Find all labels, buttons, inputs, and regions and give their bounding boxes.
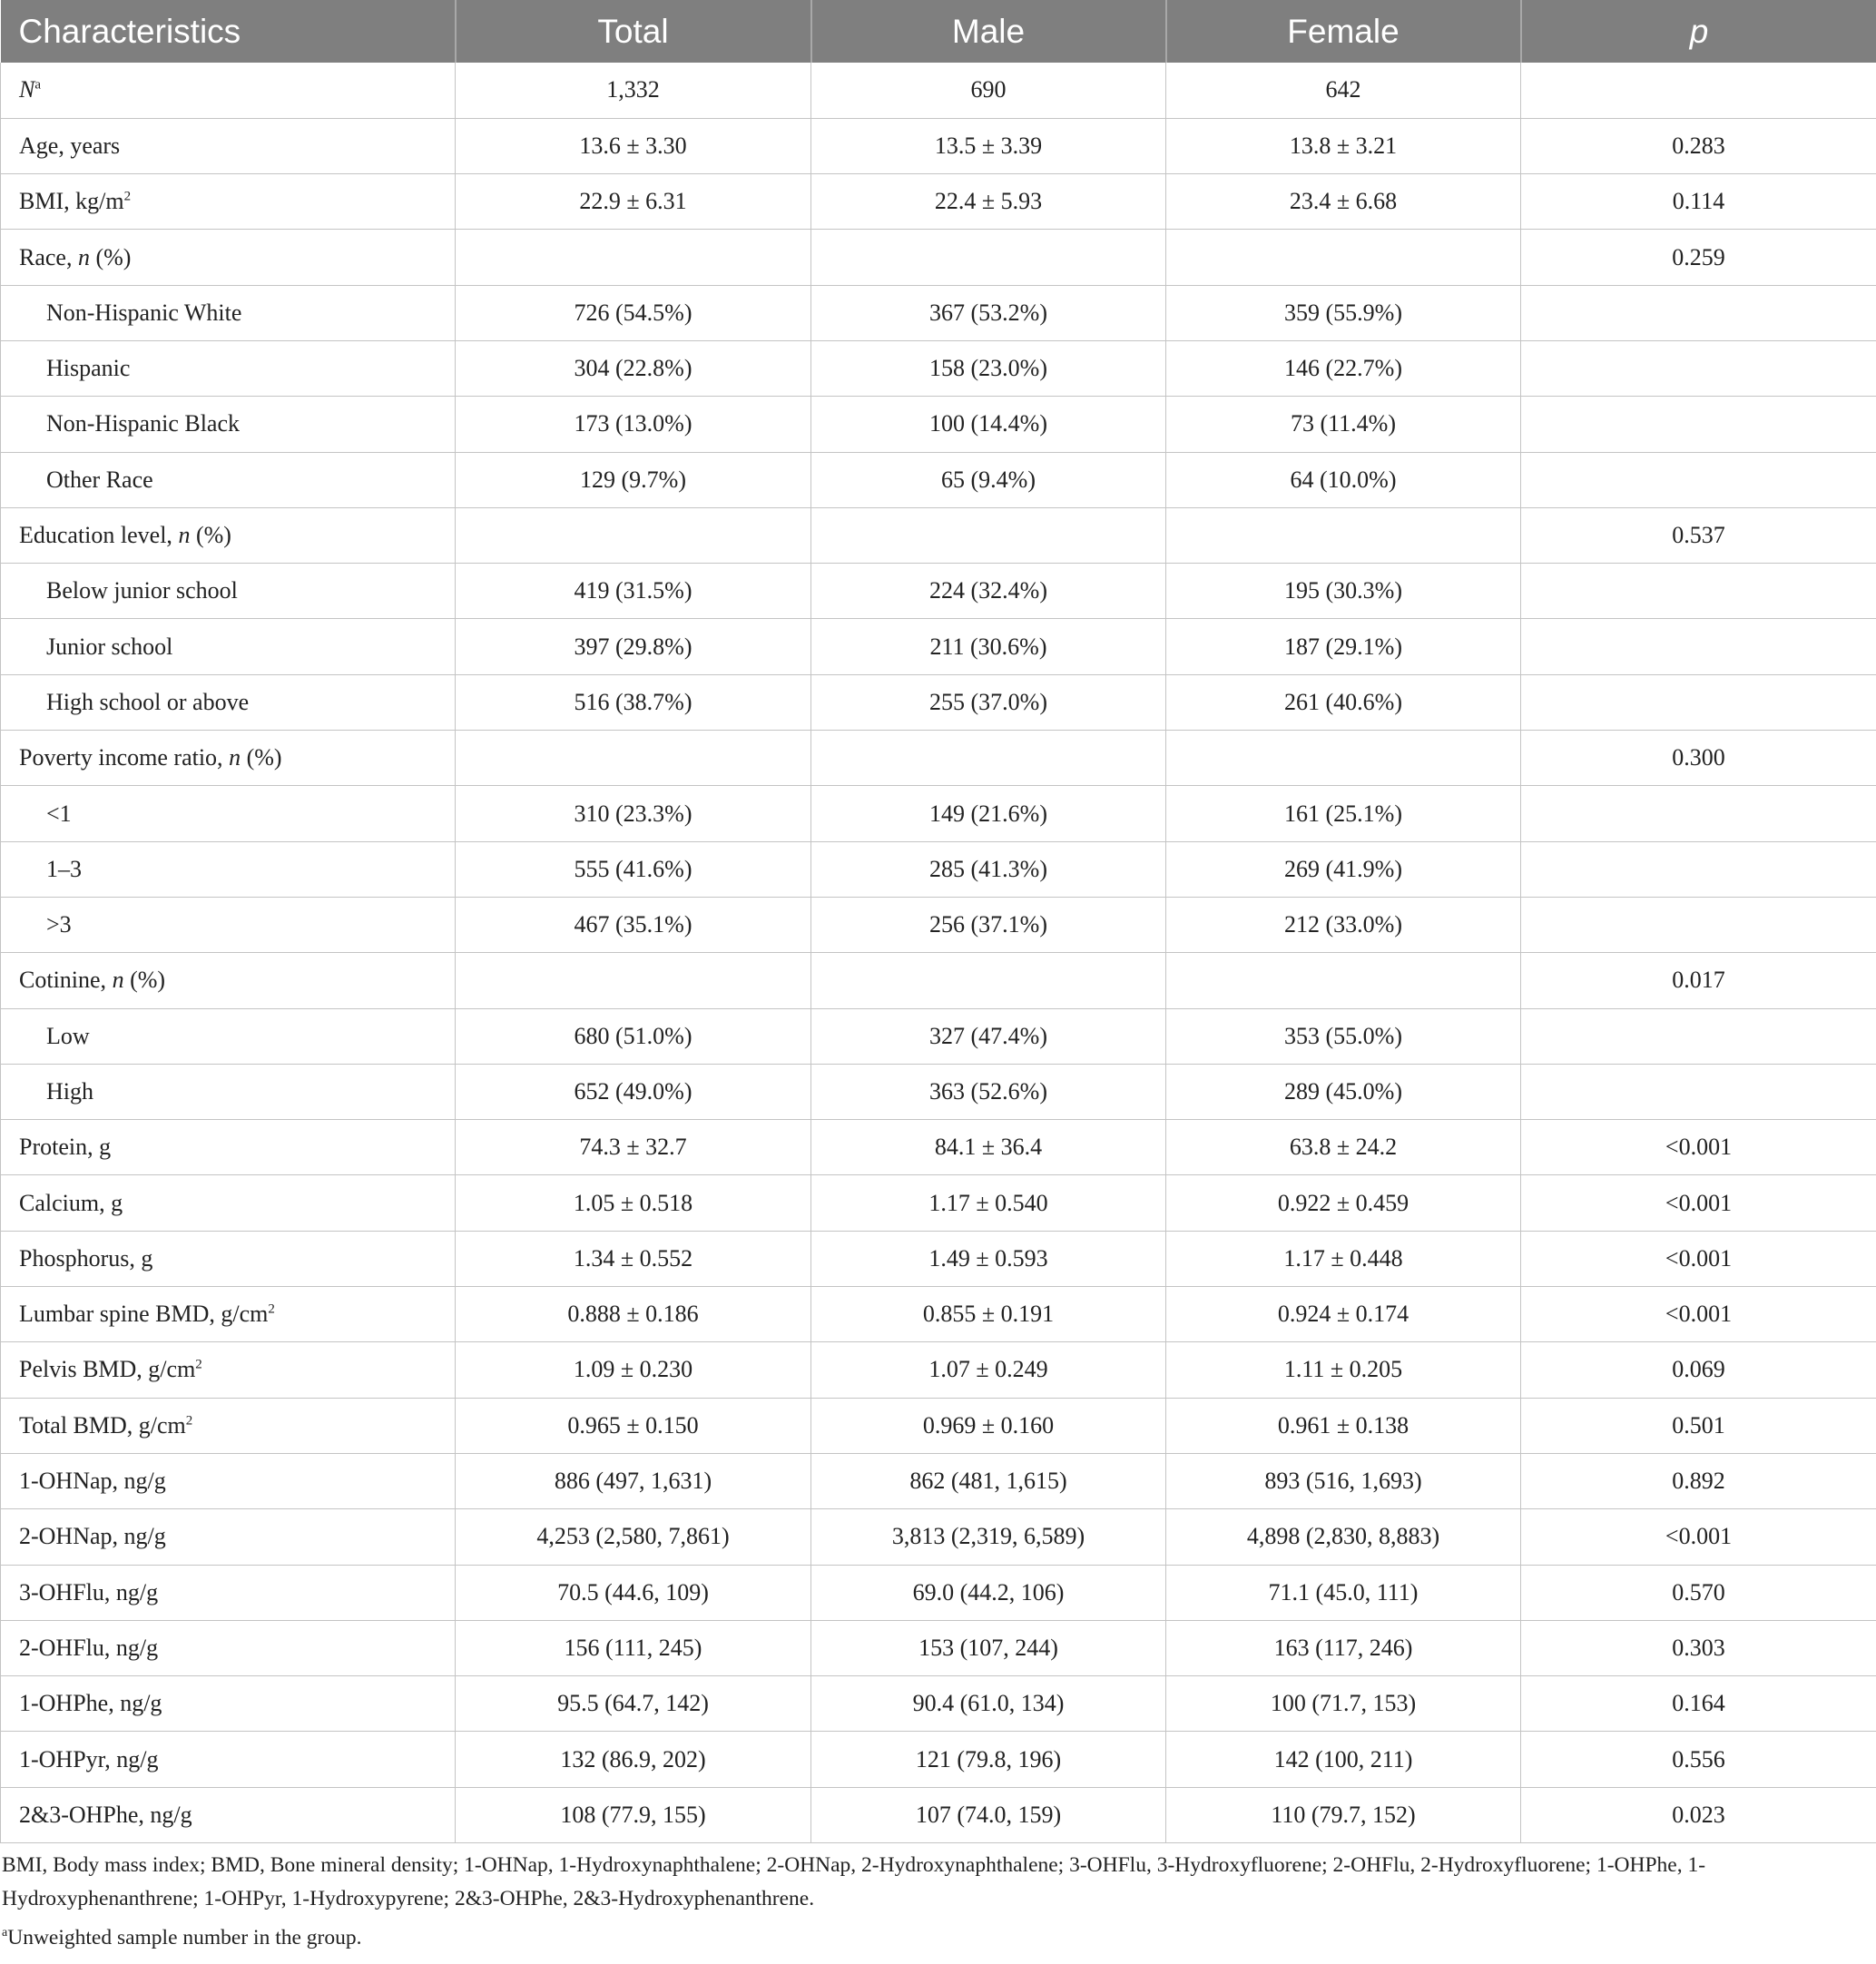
cell-female: 4,898 (2,830, 8,883) — [1166, 1509, 1521, 1565]
cell-p-value — [1521, 63, 1876, 118]
cell-total — [456, 731, 811, 786]
cell-female: 146 (22.7%) — [1166, 340, 1521, 396]
table-row — [1, 564, 1876, 619]
cell-male: 862 (481, 1,615) — [811, 1453, 1166, 1508]
cell-male: 224 (32.4%) — [811, 564, 1166, 619]
header-p-value: p — [1689, 12, 1709, 50]
row-label — [1, 1565, 456, 1620]
row-label — [1, 1620, 456, 1675]
cell-female: 0.922 ± 0.459 — [1166, 1175, 1521, 1231]
row-label-text: Junior school — [46, 633, 173, 660]
footnote-abbreviations: BMI, Body mass index; BMD, Bone mineral density; 1-OHNap, 1-Hydroxynaphthalene; 2-OHNap, 2-Hydroxynaphthalene; 3-OHFlu, 3-Hydroxyfluorene; 2-OHFlu, 2-Hydroxyfluorene; 1-OHPhe, 1-Hydroxyphenanthrene; 1-OHPyr, 1-Hydroxypyrene; 2&3-OHPhe, 2&3-Hydroxyphenanthrene. — [2, 1853, 1706, 1910]
row-label — [1, 564, 456, 619]
cell-male: 153 (107, 244) — [811, 1620, 1166, 1675]
cell-p-value — [1521, 674, 1876, 730]
cell-female: 212 (33.0%) — [1166, 897, 1521, 952]
cell-female: 1.11 ± 0.205 — [1166, 1342, 1521, 1398]
cell-p-value — [1521, 285, 1876, 340]
row-label-text: <1 — [46, 800, 72, 827]
row-label-text: Age, years — [19, 132, 121, 159]
row-label — [1, 897, 456, 952]
cell-p-value: 0.114 — [1521, 174, 1876, 230]
cell-male: 367 (53.2%) — [811, 285, 1166, 340]
cell-total: 310 (23.3%) — [456, 786, 811, 841]
cell-female: 110 (79.7, 152) — [1166, 1787, 1521, 1842]
cell-male — [811, 731, 1166, 786]
cell-male: 149 (21.6%) — [811, 786, 1166, 841]
cell-male: 0.969 ± 0.160 — [811, 1398, 1166, 1453]
cell-total: 156 (111, 245) — [456, 1620, 811, 1675]
table-row — [1, 174, 1876, 230]
cell-male — [811, 230, 1166, 285]
cell-p-value: <0.001 — [1521, 1287, 1876, 1342]
row-label-text: Non-Hispanic Black — [46, 410, 241, 437]
row-label-text: Protein, g — [19, 1134, 112, 1161]
cell-total: 419 (31.5%) — [456, 564, 811, 619]
cell-total: 132 (86.9, 202) — [456, 1732, 811, 1787]
table-row — [1, 285, 1876, 340]
header-female: Female — [1166, 0, 1521, 63]
row-label — [1, 230, 456, 285]
cell-male: 255 (37.0%) — [811, 674, 1166, 730]
cell-female — [1166, 953, 1521, 1008]
cell-male: 158 (23.0%) — [811, 340, 1166, 396]
row-label-text: Calcium, g — [19, 1189, 123, 1216]
table-row — [1, 230, 1876, 285]
cell-p-value — [1521, 564, 1876, 619]
cell-male: 327 (47.4%) — [811, 1008, 1166, 1064]
cell-p-value: 0.537 — [1521, 507, 1876, 563]
cell-male: 1.07 ± 0.249 — [811, 1342, 1166, 1398]
table-row — [1, 953, 1876, 1008]
cell-p-value: <0.001 — [1521, 1231, 1876, 1286]
row-label — [1, 841, 456, 897]
cell-male: 690 — [811, 63, 1166, 118]
row-label — [1, 1453, 456, 1508]
cell-total: 467 (35.1%) — [456, 897, 811, 952]
row-label-text: 2&3-OHPhe, ng/g — [19, 1801, 192, 1828]
cell-female: 187 (29.1%) — [1166, 619, 1521, 674]
table-row — [1, 1732, 1876, 1787]
table-row — [1, 674, 1876, 730]
cell-female — [1166, 507, 1521, 563]
cell-p-value — [1521, 786, 1876, 841]
table-row — [1, 1398, 1876, 1453]
cell-p-value — [1521, 897, 1876, 952]
cell-p-value: 0.501 — [1521, 1398, 1876, 1453]
cell-p-value — [1521, 619, 1876, 674]
row-label-text: Other Race — [46, 466, 153, 493]
cell-p-value — [1521, 1008, 1876, 1064]
cell-total: 680 (51.0%) — [456, 1008, 811, 1064]
cell-total: 397 (29.8%) — [456, 619, 811, 674]
cell-female: 289 (45.0%) — [1166, 1064, 1521, 1119]
row-label — [1, 1509, 456, 1565]
table-row — [1, 63, 1876, 118]
cell-total: 70.5 (44.6, 109) — [456, 1565, 811, 1620]
cell-total: 555 (41.6%) — [456, 841, 811, 897]
row-label-text: 2-OHFlu, ng/g — [19, 1634, 159, 1661]
table-row — [1, 1008, 1876, 1064]
row-label — [1, 1676, 456, 1732]
cell-p-value: 0.164 — [1521, 1676, 1876, 1732]
table-row — [1, 841, 1876, 897]
footnote-a-text: Unweighted sample number in the group. — [7, 1925, 362, 1949]
row-label — [1, 118, 456, 173]
row-label — [1, 340, 456, 396]
row-label — [1, 1120, 456, 1175]
row-label-text: Education level, — [19, 522, 179, 549]
cell-male: 363 (52.6%) — [811, 1064, 1166, 1119]
cell-male: 121 (79.8, 196) — [811, 1732, 1166, 1787]
row-label — [1, 1342, 456, 1398]
cell-male: 13.5 ± 3.39 — [811, 118, 1166, 173]
row-label-text: 2-OHNap, ng/g — [19, 1523, 166, 1550]
cell-total: 652 (49.0%) — [456, 1064, 811, 1119]
row-label-superscript: 2 — [268, 1301, 275, 1317]
footnote-a-mark: a — [2, 1926, 8, 1939]
table-row — [1, 1175, 1876, 1231]
cell-male: 22.4 ± 5.93 — [811, 174, 1166, 230]
header-characteristics: Characteristics — [1, 0, 456, 63]
row-label-text: Low — [46, 1022, 90, 1049]
header-total: Total — [456, 0, 811, 63]
table-row — [1, 1120, 1876, 1175]
table-row — [1, 1287, 1876, 1342]
row-label-text: 1-OHPyr, ng/g — [19, 1745, 159, 1773]
row-label-text: 1-OHPhe, ng/g — [19, 1690, 162, 1717]
row-label — [1, 619, 456, 674]
table-row — [1, 731, 1876, 786]
cell-male: 84.1 ± 36.4 — [811, 1120, 1166, 1175]
cell-female: 353 (55.0%) — [1166, 1008, 1521, 1064]
cell-male: 100 (14.4%) — [811, 397, 1166, 452]
row-label — [1, 1398, 456, 1453]
table-row — [1, 1064, 1876, 1119]
cell-male — [811, 507, 1166, 563]
row-label-text: Hispanic — [46, 355, 131, 382]
cell-female: 0.961 ± 0.138 — [1166, 1398, 1521, 1453]
table-row — [1, 1509, 1876, 1565]
row-label-text: >3 — [46, 911, 72, 938]
table-footnotes — [0, 1843, 1876, 1955]
table-row — [1, 1565, 1876, 1620]
row-label-suffix: (%) — [241, 744, 282, 771]
row-label-text: Cotinine, — [19, 967, 113, 994]
cell-male: 211 (30.6%) — [811, 619, 1166, 674]
cell-total: 108 (77.9, 155) — [456, 1787, 811, 1842]
table-row — [1, 1620, 1876, 1675]
table-row — [1, 786, 1876, 841]
cell-female: 1.17 ± 0.448 — [1166, 1231, 1521, 1286]
row-label-superscript: 2 — [195, 1357, 202, 1372]
row-label — [1, 174, 456, 230]
cell-total: 1.34 ± 0.552 — [456, 1231, 811, 1286]
table-row — [1, 1676, 1876, 1732]
row-label-suffix: (%) — [190, 522, 231, 549]
cell-total: 1.09 ± 0.230 — [456, 1342, 811, 1398]
header-male: Male — [811, 0, 1166, 63]
cell-p-value: 0.283 — [1521, 118, 1876, 173]
row-label — [1, 1732, 456, 1787]
cell-female: 161 (25.1%) — [1166, 786, 1521, 841]
row-label-text: Total BMD, g/cm — [19, 1411, 186, 1439]
row-label — [1, 674, 456, 730]
row-label — [1, 63, 456, 118]
row-label — [1, 786, 456, 841]
row-label-text: High school or above — [46, 688, 250, 715]
table-row — [1, 397, 1876, 452]
cell-p-value — [1521, 1064, 1876, 1119]
row-label — [1, 731, 456, 786]
cell-total: 0.888 ± 0.186 — [456, 1287, 811, 1342]
cell-p-value: <0.001 — [1521, 1509, 1876, 1565]
cell-female — [1166, 230, 1521, 285]
table-body — [1, 63, 1876, 1843]
cell-total — [456, 953, 811, 1008]
row-label — [1, 452, 456, 507]
row-label-italic: n — [178, 522, 191, 549]
cell-p-value — [1521, 397, 1876, 452]
row-label-text: Pelvis BMD, g/cm — [19, 1356, 196, 1383]
cell-p-value: 0.570 — [1521, 1565, 1876, 1620]
cell-p-value: 0.017 — [1521, 953, 1876, 1008]
cell-total: 173 (13.0%) — [456, 397, 811, 452]
cell-female: 23.4 ± 6.68 — [1166, 174, 1521, 230]
cell-female: 359 (55.9%) — [1166, 285, 1521, 340]
row-label-text: High — [46, 1077, 93, 1105]
footnote-a — [2, 1916, 1874, 1955]
cell-total: 0.965 ± 0.150 — [456, 1398, 811, 1453]
row-label — [1, 285, 456, 340]
row-label-text: 3-OHFlu, ng/g — [19, 1578, 159, 1606]
cell-total: 129 (9.7%) — [456, 452, 811, 507]
row-label — [1, 1064, 456, 1119]
table-row — [1, 118, 1876, 173]
row-label-superscript: 2 — [185, 1413, 193, 1429]
cell-p-value: 0.892 — [1521, 1453, 1876, 1508]
cell-male: 90.4 (61.0, 134) — [811, 1676, 1166, 1732]
row-label — [1, 1231, 456, 1286]
cell-p-value — [1521, 452, 1876, 507]
cell-male: 0.855 ± 0.191 — [811, 1287, 1166, 1342]
cell-female: 269 (41.9%) — [1166, 841, 1521, 897]
row-label — [1, 507, 456, 563]
cell-male: 69.0 (44.2, 106) — [811, 1565, 1166, 1620]
cell-total — [456, 507, 811, 563]
cell-p-value: 0.303 — [1521, 1620, 1876, 1675]
row-label-text: N — [19, 76, 35, 103]
cell-female: 100 (71.7, 153) — [1166, 1676, 1521, 1732]
row-label-text: BMI, kg/m — [19, 188, 124, 215]
cell-female: 71.1 (45.0, 111) — [1166, 1565, 1521, 1620]
row-label-superscript: 2 — [123, 189, 132, 204]
cell-p-value: <0.001 — [1521, 1120, 1876, 1175]
cell-total: 95.5 (64.7, 142) — [456, 1676, 811, 1732]
row-label — [1, 953, 456, 1008]
table-row — [1, 1453, 1876, 1508]
cell-p-value: 0.259 — [1521, 230, 1876, 285]
table-row — [1, 1787, 1876, 1842]
row-label-suffix: (%) — [89, 243, 132, 270]
cell-male: 256 (37.1%) — [811, 897, 1166, 952]
row-label-text: Non-Hispanic White — [46, 299, 242, 326]
row-label — [1, 397, 456, 452]
cell-p-value: <0.001 — [1521, 1175, 1876, 1231]
cell-total: 886 (497, 1,631) — [456, 1453, 811, 1508]
cell-female: 64 (10.0%) — [1166, 452, 1521, 507]
row-label-text: Phosphorus, g — [19, 1244, 153, 1272]
cell-total: 304 (22.8%) — [456, 340, 811, 396]
table-row — [1, 340, 1876, 396]
table-header-row — [1, 0, 1876, 63]
row-label-suffix: (%) — [123, 967, 166, 994]
cell-male: 107 (74.0, 159) — [811, 1787, 1166, 1842]
cell-female: 63.8 ± 24.2 — [1166, 1120, 1521, 1175]
cell-total: 74.3 ± 32.7 — [456, 1120, 811, 1175]
cell-female — [1166, 731, 1521, 786]
row-label-italic: n — [112, 967, 124, 994]
row-label — [1, 1287, 456, 1342]
table-row — [1, 619, 1876, 674]
row-label-text: Poverty income ratio, — [19, 744, 230, 771]
cell-female: 0.924 ± 0.174 — [1166, 1287, 1521, 1342]
table-row — [1, 1342, 1876, 1398]
cell-total: 726 (54.5%) — [456, 285, 811, 340]
row-label-italic: n — [77, 243, 90, 270]
cell-p-value: 0.023 — [1521, 1787, 1876, 1842]
cell-male — [811, 953, 1166, 1008]
row-label-text: Lumbar spine BMD, g/cm — [19, 1301, 269, 1328]
cell-female: 261 (40.6%) — [1166, 674, 1521, 730]
cell-total — [456, 230, 811, 285]
cell-female: 642 — [1166, 63, 1521, 118]
cell-female: 195 (30.3%) — [1166, 564, 1521, 619]
row-label-text: 1-OHNap, ng/g — [19, 1468, 166, 1495]
cell-total: 1,332 — [456, 63, 811, 118]
cell-male: 285 (41.3%) — [811, 841, 1166, 897]
table-row — [1, 1231, 1876, 1286]
cell-total: 13.6 ± 3.30 — [456, 118, 811, 173]
row-label-italic: n — [229, 744, 241, 771]
cell-total: 22.9 ± 6.31 — [456, 174, 811, 230]
cell-female: 13.8 ± 3.21 — [1166, 118, 1521, 173]
cell-male: 65 (9.4%) — [811, 452, 1166, 507]
cell-p-value — [1521, 841, 1876, 897]
cell-male: 3,813 (2,319, 6,589) — [811, 1509, 1166, 1565]
cell-p-value: 0.069 — [1521, 1342, 1876, 1398]
cell-female: 893 (516, 1,693) — [1166, 1453, 1521, 1508]
cell-total: 1.05 ± 0.518 — [456, 1175, 811, 1231]
cell-p-value: 0.556 — [1521, 1732, 1876, 1787]
cell-male: 1.17 ± 0.540 — [811, 1175, 1166, 1231]
cell-female: 142 (100, 211) — [1166, 1732, 1521, 1787]
table-row — [1, 897, 1876, 952]
row-label — [1, 1175, 456, 1231]
table-row — [1, 507, 1876, 563]
cell-total: 516 (38.7%) — [456, 674, 811, 730]
cell-female: 163 (117, 246) — [1166, 1620, 1521, 1675]
table-row — [1, 452, 1876, 507]
row-label-text: 1–3 — [46, 855, 82, 882]
cell-male: 1.49 ± 0.593 — [811, 1231, 1166, 1286]
cell-total: 4,253 (2,580, 7,861) — [456, 1509, 811, 1565]
row-label-text: Below junior school — [46, 577, 238, 604]
cell-p-value: 0.300 — [1521, 731, 1876, 786]
row-label-superscript: a — [34, 77, 42, 93]
cell-p-value — [1521, 340, 1876, 396]
row-label — [1, 1008, 456, 1064]
row-label — [1, 1787, 456, 1842]
row-label-text: Race, — [19, 243, 78, 270]
cell-female: 73 (11.4%) — [1166, 397, 1521, 452]
